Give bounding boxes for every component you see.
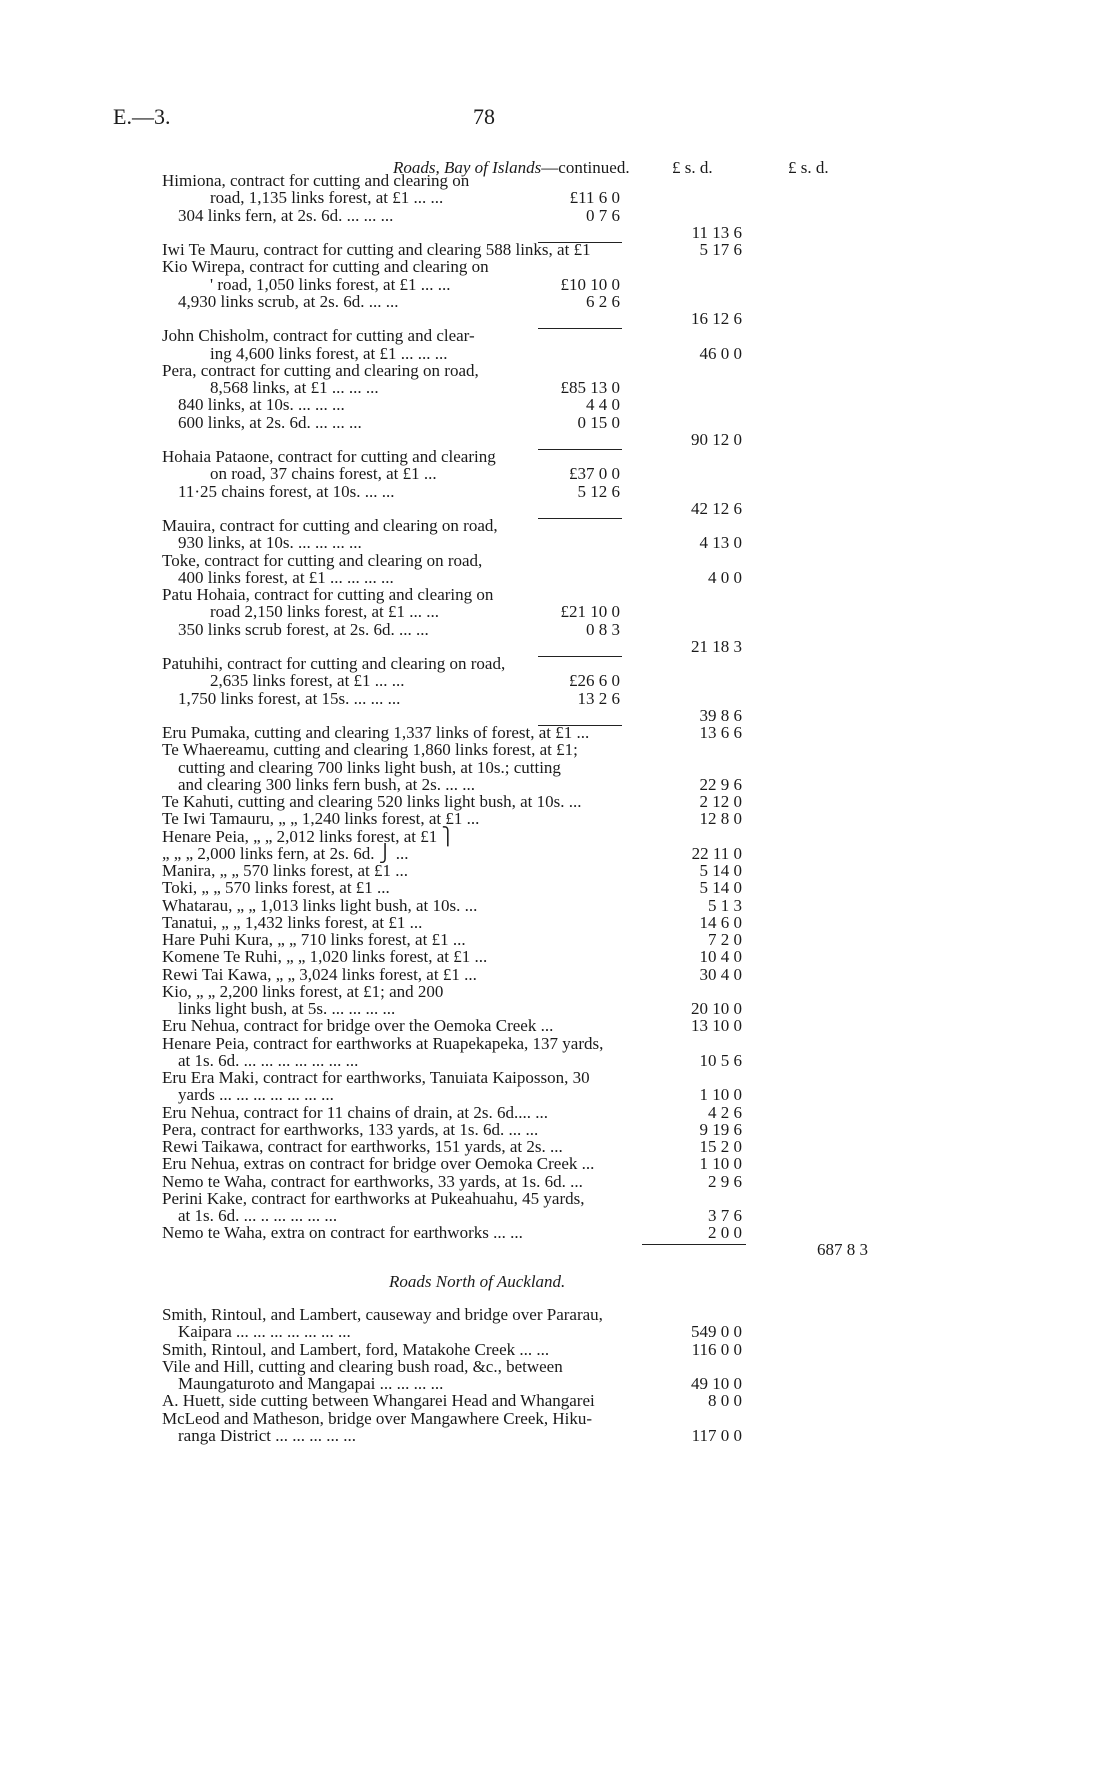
section-1-line (0, 1120, 1114, 1139)
section-1-line (0, 533, 1114, 552)
entry-text: Rewi Tai Kawa, „ „ 3,024 links forest, at £1 ... (162, 964, 477, 984)
section-1-line (0, 292, 1114, 311)
sub-amount: 6 2 6 (586, 291, 620, 311)
entry-text: Perini Kake, contract for earthworks at Pukeahuahu, 45 yards, (162, 1188, 585, 1208)
line-amount: 22 11 0 (691, 843, 742, 863)
column-heading-1: £ s. d. (672, 158, 713, 177)
section-1-line (0, 740, 1114, 759)
sub-amount: 4 4 0 (586, 395, 620, 415)
line-amount: 10 5 6 (699, 1050, 742, 1070)
entry-text: John Chisholm, contract for cutting and clear- (162, 326, 475, 346)
section-1-line (0, 464, 1114, 483)
section-1-line (0, 982, 1114, 1001)
section-2-line (0, 1357, 1114, 1376)
line-amount: 21 18 3 (691, 636, 742, 656)
subtotal-rule (538, 518, 622, 519)
entry-text: 8,568 links, at £1 ... ... ... (210, 378, 379, 397)
section-2-caption: Roads North of Auckland. (389, 1272, 566, 1291)
section-1-line (0, 344, 1114, 363)
entry-text: A. Huett, side cutting between Whangarei Head and Whangarei (162, 1391, 595, 1411)
entry-text: Henare Peia, contract for earthworks at Ruapekapeka, 137 yards, (162, 1033, 604, 1053)
sub-amount: £37 0 0 (569, 464, 620, 484)
section-1-line (0, 206, 1114, 225)
section-2-line (0, 1391, 1114, 1410)
line-amount: 7 2 0 (708, 930, 742, 949)
section-1-line (0, 188, 1114, 207)
sub-amount: £26 6 0 (569, 671, 620, 691)
section-2-line (0, 1305, 1114, 1324)
line-amount: 13 10 0 (691, 1016, 742, 1036)
line-amount: 549 0 0 (691, 1322, 742, 1342)
sub-amount: £21 10 0 (560, 602, 620, 622)
entry-text: Nemo te Waha, extra on contract for earthworks ... ... (162, 1223, 523, 1243)
line-amount: 4 0 0 (708, 567, 742, 587)
entry-text: 350 links scrub forest, at 2s. 6d. ... ... (178, 619, 429, 639)
sub-amount: 13 2 6 (577, 688, 620, 708)
section-1-line (0, 1137, 1114, 1156)
section-1-line (0, 1034, 1114, 1053)
entry-text: road, 1,135 links forest, at £1 ... ... (210, 188, 444, 208)
line-amount: 2 0 0 (708, 1223, 742, 1243)
line-amount: 8 0 0 (708, 1391, 742, 1411)
section-1-line (0, 602, 1114, 621)
section-1-line (0, 430, 1114, 449)
section-1-line (0, 1172, 1114, 1191)
line-amount: 12 8 0 (699, 809, 742, 829)
section-1-line (0, 1068, 1114, 1087)
line-amount: 116 0 0 (691, 1339, 742, 1359)
section-1-line (0, 1223, 1114, 1242)
line-amount: 49 10 0 (691, 1374, 742, 1393)
section-1-line (0, 965, 1114, 984)
entry-text: Eru Pumaka, cutting and clearing 1,337 links of forest, at £1 ... (162, 723, 590, 742)
entry-text: Hohaia Pataone, contract for cutting and clearing (162, 447, 496, 466)
section-1-line (0, 896, 1114, 915)
section-1-line (0, 1103, 1114, 1122)
subtotal-rule (538, 725, 622, 726)
entry-text: ranga District ... ... ... ... ... (178, 1425, 356, 1445)
entry-text: Manira, „ „ 570 links forest, at £1 ... (162, 861, 408, 880)
entry-text: 400 links forest, at £1 ... ... ... ... (178, 567, 394, 587)
entry-text: Henare Peia, „ „ 2,012 links forest, at £1 ⎫ (162, 826, 455, 846)
entry-text: ' road, 1,050 links forest, at £1 ... ... (210, 274, 451, 294)
entry-text: 600 links, at 2s. 6d. ... ... ... (178, 412, 362, 432)
section-1-line (0, 171, 1114, 190)
entry-text: Hare Puhi Kura, „ „ 710 links forest, at £1 ... (162, 930, 466, 949)
column-heading-2: £ s. d. (788, 158, 829, 177)
entry-text: yards ... ... ... ... ... ... ... (178, 1085, 334, 1105)
section-1-total: 687 8 3 (817, 1240, 868, 1259)
entry-text: Himiona, contract for cutting and clearing on (162, 171, 470, 190)
section-1-line (0, 792, 1114, 811)
section-1-line (0, 809, 1114, 828)
section-1-line (0, 775, 1114, 794)
section-1-line (0, 1154, 1114, 1173)
entry-text: 1,750 links forest, at 15s. ... ... ... (178, 688, 401, 708)
section-1-line (0, 913, 1114, 932)
line-amount: 3 7 6 (708, 1206, 742, 1225)
entry-text: 4,930 links scrub, at 2s. 6d. ... ... (178, 291, 399, 311)
entry-text: cutting and clearing 700 links light bush, at 10s.; cutting (178, 757, 561, 777)
section-1-line (0, 223, 1114, 242)
entry-text: Eru Era Maki, contract for earthworks, Tanuiata Kaiposson, 30 (162, 1068, 590, 1087)
section-1-line (0, 1206, 1114, 1225)
page-number: 78 (473, 104, 495, 129)
line-amount: 15 2 0 (699, 1137, 742, 1156)
line-amount: 5 1 3 (708, 895, 742, 915)
line-amount: 9 19 6 (699, 1119, 742, 1139)
entry-text: ing 4,600 links forest, at £1 ... ... ... (210, 343, 448, 363)
section-1-line (0, 1016, 1114, 1035)
section-2-line (0, 1374, 1114, 1393)
section-1-caption: Roads, Bay of Islands—continued. (393, 158, 630, 177)
entry-text: on road, 37 chains forest, at £1 ... (210, 464, 437, 484)
entry-text: „ „ „ 2,000 links fern, at 2s. 6d. ⎭ ... (162, 843, 409, 863)
section-1-line (0, 1189, 1114, 1208)
entry-text: Kio, „ „ 2,200 links forest, at £1; and 200 (162, 981, 444, 1001)
entry-text: Mauira, contract for cutting and clearing on road, (162, 516, 498, 535)
line-amount: 117 0 0 (691, 1425, 742, 1445)
section-1-line (0, 844, 1114, 863)
line-amount: 22 9 6 (699, 774, 742, 794)
entry-text: Maungaturoto and Mangapai ... ... ... ... (178, 1374, 444, 1393)
entry-text: Eru Nehua, contract for 11 chains of drain, at 2s. 6d.... ... (162, 1102, 549, 1122)
line-amount: 46 0 0 (699, 343, 742, 363)
section-1-line (0, 930, 1114, 949)
section-1-line (0, 585, 1114, 604)
entry-text: Whatarau, „ „ 1,013 links light bush, at 10s. ... (162, 895, 478, 915)
subtotal-rule (538, 242, 622, 243)
entry-text: Patu Hohaia, contract for cutting and clearing on (162, 585, 494, 604)
entry-text: Nemo te Waha, contract for earthworks, 33 yards, at 1s. 6d. ... (162, 1171, 583, 1191)
subtotal-rule (538, 656, 622, 657)
line-amount: 90 12 0 (691, 429, 742, 449)
section-1-line (0, 671, 1114, 690)
entry-text: 2,635 links forest, at £1 ... ... (210, 671, 405, 691)
line-amount: 39 8 6 (699, 705, 742, 725)
section-1-total-rule (642, 1244, 746, 1245)
subtotal-rule (538, 449, 622, 450)
section-1-line (0, 568, 1114, 587)
section-1-line (0, 706, 1114, 725)
entry-text: 930 links, at 10s. ... ... ... ... (178, 533, 362, 553)
section-1-line (0, 1051, 1114, 1070)
section-1-line (0, 309, 1114, 328)
entry-text: Smith, Rintoul, and Lambert, causeway and bridge over Pararau, (162, 1305, 603, 1324)
sub-amount: £11 6 0 (569, 188, 620, 208)
line-amount: 11 13 6 (691, 222, 742, 242)
section-2-line (0, 1340, 1114, 1359)
sub-amount: 0 15 0 (577, 412, 620, 432)
section-1-line (0, 689, 1114, 708)
entry-text: Smith, Rintoul, and Lambert, ford, Matakohe Creek ... ... (162, 1339, 550, 1359)
line-amount: 16 12 6 (691, 309, 742, 328)
sub-amount: 5 12 6 (577, 481, 620, 501)
sub-amount: 0 7 6 (586, 205, 620, 225)
section-1-line (0, 551, 1114, 570)
section-1-line (0, 482, 1114, 501)
entry-text: at 1s. 6d. ... ... ... ... ... ... ... (178, 1050, 359, 1070)
section-1-line (0, 395, 1114, 414)
entry-text: Eru Nehua, contract for bridge over the Oemoka Creek ... (162, 1016, 554, 1036)
line-amount: 4 13 0 (699, 533, 742, 553)
line-amount: 2 12 0 (699, 792, 742, 811)
sub-amount: £10 10 0 (560, 274, 620, 294)
entry-text: Eru Nehua, extras on contract for bridge over Oemoka Creek ... (162, 1154, 595, 1174)
entry-text: 11·25 chains forest, at 10s. ... ... (178, 481, 395, 501)
section-1-line (0, 413, 1114, 432)
section-1-line (0, 827, 1114, 846)
entry-text: Iwi Te Mauru, contract for cutting and clearing 588 links, at £1 (162, 240, 591, 259)
line-amount: 2 9 6 (708, 1171, 742, 1191)
entry-text: links light bush, at 5s. ... ... ... ... (178, 999, 396, 1018)
entry-text: Pera, contract for cutting and clearing on road, (162, 360, 479, 380)
section-1-line (0, 999, 1114, 1018)
section-1-line (0, 378, 1114, 397)
line-amount: 10 4 0 (699, 947, 742, 967)
section-1-line (0, 620, 1114, 639)
line-amount: 1 10 0 (699, 1154, 742, 1174)
section-1-line (0, 947, 1114, 966)
entry-text: Patuhihi, contract for cutting and clearing on road, (162, 654, 506, 673)
section-1-line (0, 861, 1114, 880)
entry-text: Kio Wirepa, contract for cutting and clearing on (162, 257, 489, 277)
entry-text: Rewi Taikawa, contract for earthworks, 151 yards, at 2s. ... (162, 1137, 563, 1156)
line-amount: 14 6 0 (699, 912, 742, 932)
entry-text: 304 links fern, at 2s. 6d. ... ... ... (178, 205, 394, 225)
entry-text: Te Whaereamu, cutting and clearing 1,860 links forest, at £1; (162, 740, 578, 760)
entry-text: 840 links, at 10s. ... ... ... (178, 395, 345, 415)
entry-text: Vile and Hill, cutting and clearing bush road, &c., between (162, 1356, 563, 1376)
section-1-line (0, 275, 1114, 294)
section-1-line (0, 361, 1114, 380)
subtotal-rule (538, 328, 622, 329)
line-amount: 4 2 6 (708, 1102, 742, 1122)
section-1-line (0, 878, 1114, 897)
entry-text: Toki, „ „ 570 links forest, at £1 ... (162, 878, 390, 898)
entry-text: Pera, contract for earthworks, 133 yards, at 1s. 6d. ... ... (162, 1119, 539, 1139)
entry-text: Tanatui, „ „ 1,432 links forest, at £1 ... (162, 912, 423, 932)
line-amount: 13 6 6 (699, 723, 742, 742)
page-reference: E.—3. (113, 104, 171, 129)
section-2-line (0, 1409, 1114, 1428)
entry-text: Te Kahuti, cutting and clearing 520 links light bush, at 10s. ... (162, 792, 582, 811)
section-1-line (0, 257, 1114, 276)
line-amount: 5 14 0 (699, 861, 742, 880)
entry-text: road 2,150 links forest, at £1 ... ... (210, 602, 439, 622)
entry-text: McLeod and Matheson, bridge over Mangawhere Creek, Hiku- (162, 1408, 593, 1428)
entry-text: Te Iwi Tamauru, „ „ 1,240 links forest, at £1 ... (162, 809, 480, 829)
entry-text: Komene Te Ruhi, „ „ 1,020 links forest, at £1 ... (162, 947, 488, 967)
entry-text: Kaipara ... ... ... ... ... ... ... (178, 1322, 351, 1342)
section-1-line (0, 499, 1114, 518)
sub-amount: 0 8 3 (586, 619, 620, 639)
line-amount: 5 14 0 (699, 878, 742, 898)
section-1-line (0, 758, 1114, 777)
section-1-line (0, 637, 1114, 656)
section-1-line (0, 1085, 1114, 1104)
line-amount: 20 10 0 (691, 999, 742, 1018)
sub-amount: £85 13 0 (560, 378, 620, 397)
entry-text: at 1s. 6d. ... .. ... ... ... ... (178, 1206, 338, 1225)
section-2-line (0, 1322, 1114, 1341)
line-amount: 30 4 0 (699, 964, 742, 984)
line-amount: 5 17 6 (699, 240, 742, 259)
entry-text: and clearing 300 links fern bush, at 2s. ... ... (178, 774, 475, 794)
section-2-line (0, 1426, 1114, 1445)
line-amount: 42 12 6 (691, 498, 742, 518)
entry-text: Toke, contract for cutting and clearing on road, (162, 550, 483, 570)
line-amount: 1 10 0 (699, 1085, 742, 1105)
